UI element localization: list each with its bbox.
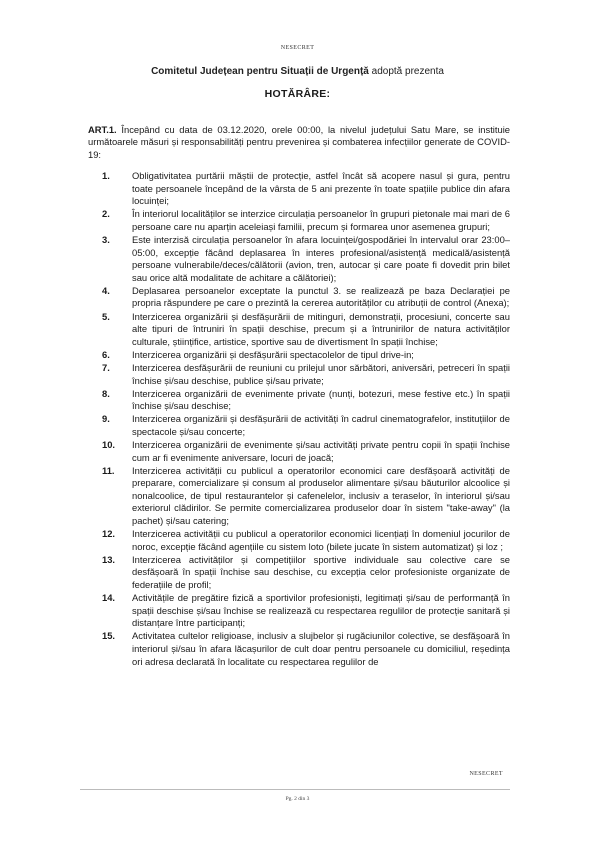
item-text: Interzicerea organizării și desfășurării de activități în cadrul cinematografelor, instituțiilor de spectacole și/sau concerte;	[132, 413, 510, 437]
item-number: 14.	[102, 592, 116, 604]
item-text: Deplasarea persoanelor exceptate la punctul 3. se realizează pe baza Declarației pe propria răspundere pe care o prezintă la cererea autorităților cu atribuții de control (Anexa);	[132, 284, 510, 309]
item-number: 5.	[102, 310, 110, 322]
article-label: ART.1.	[88, 124, 117, 135]
item-text: Interzicerea desfășurării de reuniuni cu prilejul unor sărbători, aniversări, petreceri în spații închise și/sau deschise, publice și/sau private;	[132, 361, 510, 386]
document-title: HOTĂRÂRE:	[264, 88, 331, 100]
item-number: 9.	[102, 413, 110, 425]
item-number: 3.	[102, 233, 110, 245]
item-text: Interzicerea organizării și desfășurării de mitinguri, demonstrații, procesiuni, concerte sau alte tipuri de întruniri în spații deschise, precum și a întrunirilor de natura activităților culturale, științifice, artistice, sportive sau de divertisment în spații închise;	[132, 310, 510, 347]
item-text: Obligativitatea purtării măștii de protecție, astfel încât să acopere nasul și gura, pentru toate persoanele începând de la vârsta de 5 ani prezente în toate spațiile publice din afara locuinței;	[132, 170, 510, 207]
classification-footer: NESECRET	[469, 771, 503, 777]
item-number: 2.	[102, 208, 110, 220]
item-text: Este interzisă circulația persoanelor în afara locuinței/gospodăriei în intervalul orar 23:00–05:00, excepție făcând deplasarea în interes profesional/asistență medicală/asistență persoane vulnerabile/deces/călătorii (avion, tren, autocar și care poate fi dovedit prin bilet sau orice altă modalitate de achitare a călătoriei);	[132, 233, 510, 283]
item-number: 11.	[102, 464, 115, 476]
item-number: 13.	[102, 553, 116, 565]
list-item	[102, 170, 510, 208]
item-text: Interzicerea organizării de evenimente private (nunți, botezuri, mese festive etc.) în spații închise și/sau deschise;	[132, 387, 510, 412]
list-item	[102, 439, 510, 464]
item-number: 6.	[102, 348, 110, 360]
item-text: Activitățile de pregătire fizică a sportivilor profesioniști, legitimați și/sau de performanță în spații deschise și/sau închise se realizează cu respectarea regulilor de protecție sanitară și distanțare între participanți;	[132, 592, 510, 629]
item-text: Interzicerea activității cu publicul a operatorilor economici care desfășoară activități de preparare, comercializare și consum al produselor alimentare și/sau băuturilor alcoolice și nonalcoolice, de tipul restaurantelor și cafenelelor, inclusiv a teraselor, în interiorul și/sau exteriorul clădirilor. Se permite comercializarea produselor doar în sistem "take-away" (la pachet) și/sau catering;	[132, 464, 510, 527]
item-number: 15.	[102, 630, 116, 642]
page-number: Pg. 2 din 3	[285, 796, 310, 802]
item-text: Interzicerea organizării de evenimente și/sau activități private pentru copii în spații închise cum ar fi evenimente aniversare, locuri de joacă;	[132, 438, 510, 463]
list-item	[102, 528, 510, 553]
classification-header: NESECRET	[280, 45, 315, 51]
list-item	[102, 388, 510, 413]
item-text: În interiorul localităților se interzice circulația persoanelor în grupuri pietonale mai mari de 6 persoane care nu aparțin aceleiași familii, precum și formarea unor asemenea grupuri;	[132, 208, 510, 232]
list-item	[102, 234, 510, 284]
item-text: Interzicerea activităților și competițiilor sportive individuale sau colective care se desfășoară în spații închise sau deschise, cu excepția celor profesioniste organizate de federațiile de profil;	[132, 553, 510, 590]
item-text: Interzicerea activității cu publicul a operatorilor economici licențiați în domeniul jocurilor de noroc, excepție făcând agențiile cu sistem loto (bilete jucate în sistem automatizat) și loz ;	[132, 528, 510, 552]
committee-name: Comitetul Județean pentru Situații de Urgență	[151, 66, 369, 77]
list-item	[102, 311, 510, 349]
committee-suffix: adoptă prezenta	[368, 66, 444, 77]
item-number: 8.	[102, 387, 110, 399]
item-number: 10.	[102, 438, 116, 450]
item-text: Interzicerea organizării și desfășurării spectacolelor de tipul drive-in;	[132, 348, 414, 360]
item-number: 12.	[102, 528, 116, 540]
item-number: 7.	[102, 361, 110, 373]
list-item	[102, 362, 510, 387]
list-item	[102, 349, 510, 362]
article-1	[88, 124, 510, 161]
committee-line	[0, 66, 595, 77]
list-item	[102, 208, 510, 233]
item-text: Activitatea cultelor religioase, inclusiv a slujbelor și rugăciunilor colective, se desfășoară în interiorul și/sau în afara lăcașurilor de cult doar pentru persoanele cu domiciliul, reședința ori adresa declarată în localitate cu respectarea regulilor de	[132, 630, 510, 667]
item-number: 1.	[102, 170, 110, 181]
list-item	[102, 630, 510, 668]
list-item	[102, 554, 510, 592]
article-text: Începând cu data de 03.12.2020, orele 00:00, la nivelul județului Satu Mare, se instituie următoarele măsuri și responsabilități pentru prevenirea și combaterea infecțiilor generate de COVID-19:	[88, 124, 510, 160]
footer-divider	[80, 789, 510, 790]
item-number: 4.	[102, 284, 110, 296]
list-item	[102, 592, 510, 630]
list-item	[102, 413, 510, 438]
measures-list	[102, 170, 510, 669]
list-item	[102, 285, 510, 310]
list-item	[102, 465, 510, 528]
